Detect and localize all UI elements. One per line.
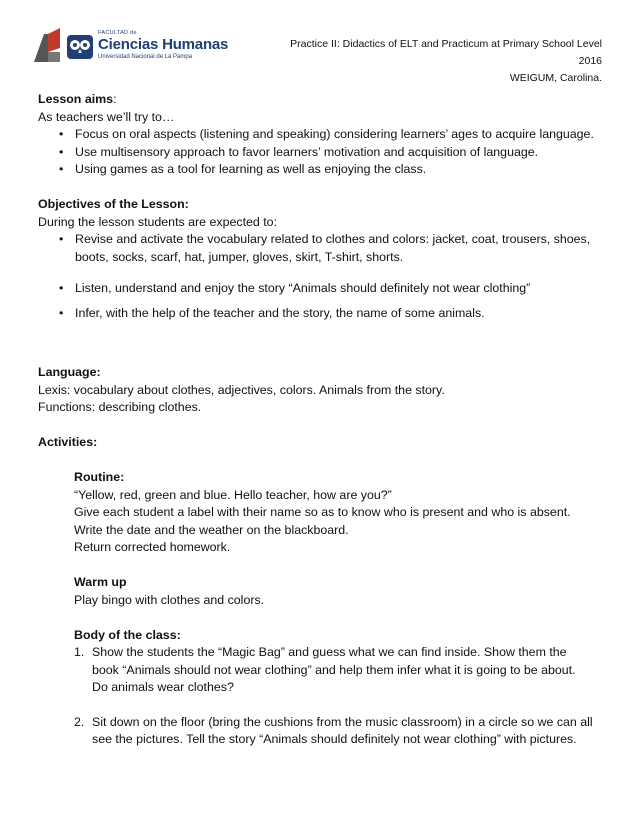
bullet-icon: • <box>59 144 64 159</box>
warmup-heading: Warm up <box>74 575 127 589</box>
list-item <box>38 126 608 144</box>
list-item <box>38 305 608 323</box>
warmup-text: Play bingo with clothes and colors. <box>74 592 265 607</box>
list-item-text: Listen, understand and enjoy the story “Animals should definitely not wear clothing” <box>75 281 531 295</box>
activities-heading: Activities: <box>38 435 98 449</box>
header-title: Practice II: Didactics of ELT and Practicum at Primary School Level <box>290 38 602 50</box>
list-item <box>38 161 608 179</box>
lesson-aims-colon: : <box>113 92 117 106</box>
lesson-aims-heading: Lesson aims <box>38 92 114 106</box>
list-item <box>38 144 608 162</box>
list-item-text: see the pictures. Tell the story “Animals should definitely not wear clothing” with pictures. <box>92 732 577 746</box>
header-year: 2016 <box>578 55 602 67</box>
routine-line: Return corrected homework. <box>74 540 231 554</box>
list-item-text: Focus on oral aspects (listening and speaking) considering learners’ ages to acquire language. <box>75 127 594 141</box>
faculty-logo <box>34 22 229 68</box>
lesson-aims-intro: As teachers we’ll try to… <box>38 109 175 124</box>
routine-heading: Routine: <box>74 470 125 484</box>
bullet-icon: • <box>59 127 64 141</box>
bullet-icon: • <box>59 162 64 176</box>
body-of-class-list <box>74 644 608 749</box>
language-functions: Functions: describing clothes. <box>38 400 202 414</box>
list-item-text: Infer, with the help of the teacher and the story, the name of some animals. <box>75 305 485 320</box>
list-item-text: Revise and activate the vocabulary related to clothes and colors: jacket, coat, trousers, shoes, <box>75 232 591 246</box>
page-header <box>222 36 602 87</box>
list-item-text: Sit down on the floor (bring the cushions from the music classroom) in a circle so we can all <box>92 714 593 729</box>
list-item-text: boots, socks, scarf, hat, jumper, gloves, skirt, T-shirt, shorts. <box>75 249 404 264</box>
objectives-intro: During the lesson students are expected to: <box>38 214 278 229</box>
list-item-text: Using games as a tool for learning as well as enjoying the class. <box>75 162 427 176</box>
list-item-number: 2. <box>74 714 85 729</box>
list-item <box>38 280 608 298</box>
list-item-text: Show the students the “Magic Bag” and guess what we can find inside. Show them the <box>92 645 567 659</box>
body-of-class-heading: Body of the class: <box>74 627 181 642</box>
logo-faculty-label: FACULTAD de <box>98 30 137 36</box>
logo-university-name: Universidad Nacional de La Pampa <box>98 54 193 60</box>
language-lexis: Lexis: vocabulary about clothes, adjectives, colors. Animals from the story. <box>38 382 445 397</box>
owl-logo-icon <box>66 34 94 60</box>
objectives-list <box>38 231 608 322</box>
logo-faculty-name: Ciencias Humanas <box>98 36 229 53</box>
list-item-text: book “Animals should not wear clothing” and help them infer what it is going to be about. <box>92 662 576 677</box>
list-item-number: 1. <box>74 645 85 659</box>
lesson-aims-list <box>38 126 608 179</box>
lesson-aims-heading-line <box>38 91 608 109</box>
list-item <box>74 644 608 697</box>
bullet-icon: • <box>59 232 64 246</box>
routine-line: Write the date and the weather on the blackboard. <box>74 522 349 537</box>
bullet-icon: • <box>59 281 64 295</box>
language-heading: Language: <box>38 365 101 379</box>
routine-section <box>38 469 608 749</box>
list-item <box>74 714 608 749</box>
document-body <box>38 91 608 749</box>
flag-logo-icon <box>34 28 62 62</box>
bullet-icon: • <box>59 305 64 320</box>
routine-line: “Yellow, red, green and blue. Hello teacher, how are you?” <box>74 487 392 502</box>
header-author: WEIGUM, Carolina. <box>509 72 602 84</box>
list-item-text: Use multisensory approach to favor learners’ motivation and acquisition of language. <box>75 144 539 159</box>
list-item <box>38 231 608 266</box>
objectives-heading: Objectives of the Lesson: <box>38 197 189 211</box>
routine-line: Give each student a label with their name so as to know who is present and who is absent. <box>74 505 571 519</box>
list-item-text: Do animals wear clothes? <box>92 680 234 694</box>
